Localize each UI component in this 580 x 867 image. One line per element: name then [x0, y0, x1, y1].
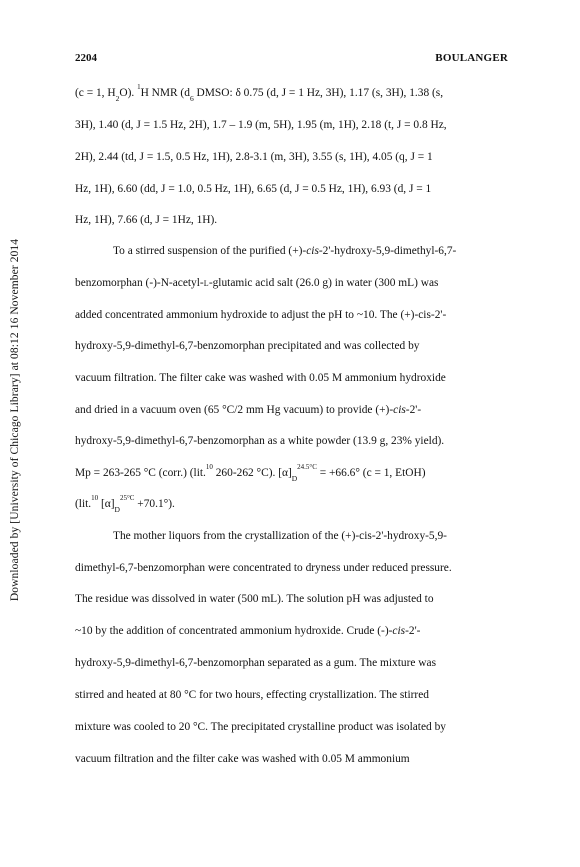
text-fragment: ~10 by the addition of concentrated ammonium hydroxide. Crude (-)-: [75, 625, 393, 637]
text-fragment: -glutamic acid salt (26.0 g) in water (300 mL) was: [208, 277, 439, 289]
text-line-8: added concentrated ammonium hydroxide to adjust the pH to ~10. The (+)-cis-2'-: [75, 309, 447, 321]
text-line-21: mixture was cooled to 20 °C. The precipitated crystalline product was isolated by: [75, 721, 446, 733]
subscript: 6: [189, 94, 194, 104]
text-fragment: Mp = 263-265 °C (corr.) (lit.: [75, 467, 206, 479]
text-line-1: [75, 84, 443, 102]
text-fragment: O).: [119, 87, 138, 99]
subscript: 2: [115, 94, 120, 104]
text-line-14: [75, 495, 175, 513]
text-line-6: [113, 242, 456, 260]
text-fragment: -2'-: [405, 404, 422, 416]
text-line-2: 3H), 1.40 (d, J = 1.5 Hz, 2H), 1.7 – 1.9 (m, 5H), 1.95 (m, 1H), 2.18 (t, J = 0.8 Hz,: [75, 119, 447, 131]
small-caps-text: L: [203, 279, 209, 288]
running-head-author: BOULANGER: [435, 52, 508, 64]
text-line-13: [75, 464, 426, 482]
text-line-20: stirred and heated at 80 °C for two hours, effecting crystallization. The stirred: [75, 689, 429, 701]
superscript: 1: [137, 83, 141, 92]
text-line-5: Hz, 1H), 7.66 (d, J = 1Hz, 1H).: [75, 214, 218, 226]
text-fragment: (c = 1, H: [75, 87, 116, 99]
text-fragment: -2'-hydroxy-5,9-dimethyl-6,7-: [318, 245, 457, 257]
superscript: 10: [205, 463, 213, 472]
page-number: 2204: [75, 52, 97, 64]
text-line-19: hydroxy-5,9-dimethyl-6,7-benzomorphan separated as a gum. The mixture was: [75, 657, 437, 669]
text-fragment: H NMR (d: [140, 87, 190, 99]
subscript: D: [291, 474, 298, 484]
download-watermark: [4, 210, 26, 630]
download-watermark-text: Downloaded by [University of Chicago Library] at 08:12 16 November 2014: [9, 238, 21, 602]
text-line-7: [75, 274, 438, 292]
text-line-16: dimethyl-6,7-benzomorphan were concentrated to dryness under reduced pressure.: [75, 562, 452, 574]
text-fragment: and dried in a vacuum oven (65 °C/2 mm Hg vacuum) to provide (+)-: [75, 404, 394, 416]
superscript: 24.5°C: [297, 463, 317, 472]
text-line-18: [75, 622, 420, 640]
subscript: D: [114, 505, 120, 515]
superscript: 25°C: [119, 494, 135, 503]
text-line-9: hydroxy-5,9-dimethyl-6,7-benzomorphan precipitated and was collected by: [75, 340, 420, 352]
text-line-15: The mother liquors from the crystallization of the (+)-cis-2'-hydroxy-5,9-: [113, 530, 447, 542]
italic-text: cis: [393, 404, 406, 416]
text-line-3: 2H), 2.44 (td, J = 1.5, 0.5 Hz, 1H), 2.8-3.1 (m, 3H), 3.55 (s, 1H), 4.05 (q, J = 1: [75, 151, 433, 163]
text-fragment: (lit.: [75, 498, 92, 510]
text-line-12: hydroxy-5,9-dimethyl-6,7-benzomorphan as a white powder (13.9 g, 23% yield).: [75, 435, 445, 447]
superscript: 10: [91, 494, 99, 503]
running-head: [75, 52, 508, 68]
text-line-4: Hz, 1H), 6.60 (dd, J = 1.0, 0.5 Hz, 1H), 6.65 (d, J = 0.5 Hz, 1H), 6.93 (d, J = 1: [75, 183, 432, 195]
text-fragment: benzomorphan (-)-N-acetyl-: [75, 277, 204, 289]
text-line-22: vacuum filtration and the filter cake was washed with 0.05 M ammonium: [75, 753, 410, 765]
text-fragment: DMSO: δ 0.75 (d, J = 1 Hz, 3H), 1.17 (s, 3H), 1.38 (s,: [193, 87, 444, 99]
text-fragment: = +66.6° (c = 1, EtOH): [316, 467, 426, 479]
text-line-10: vacuum filtration. The filter cake was washed with 0.05 M ammonium hydroxide: [75, 372, 446, 384]
text-fragment: -2'-: [405, 625, 421, 637]
text-fragment: +70.1°).: [134, 498, 175, 510]
italic-text: cis: [306, 245, 319, 257]
text-fragment: To a stirred suspension of the purified (+)-: [113, 245, 307, 257]
text-line-11: [75, 401, 421, 419]
text-fragment: 260-262 °C). [α]: [212, 467, 292, 479]
italic-text: cis: [392, 625, 406, 637]
text-fragment: [α]: [98, 498, 115, 510]
text-line-17: The residue was dissolved in water (500 mL). The solution pH was adjusted to: [75, 593, 434, 605]
